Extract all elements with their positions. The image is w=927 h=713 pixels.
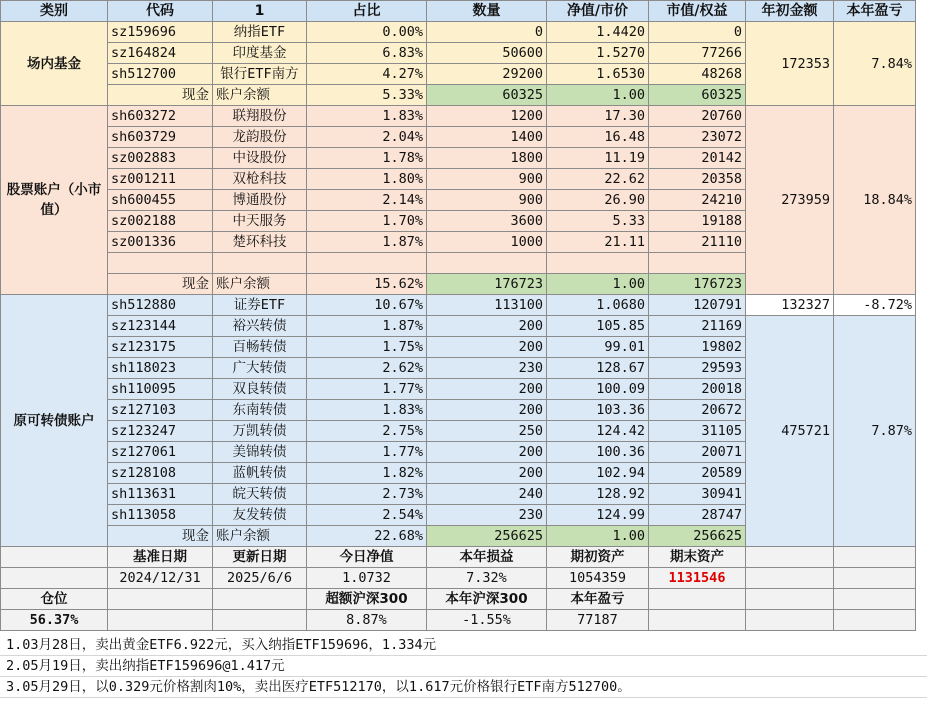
table-row[interactable] <box>1 22 916 43</box>
name-cell[interactable]: 美锦转债 <box>213 442 307 463</box>
summary-label[interactable]: 本年沪深300 <box>427 589 547 610</box>
code-cell[interactable]: 现金 <box>108 526 213 547</box>
summary-header-row <box>1 589 916 610</box>
position-value[interactable]: 56.37% <box>1 610 108 631</box>
value-cell[interactable]: 77266 <box>649 43 746 64</box>
empty-cell[interactable] <box>108 589 213 610</box>
summary-label[interactable]: 今日净值 <box>307 547 427 568</box>
price-cell[interactable]: 1.0680 <box>547 295 649 316</box>
quantity-cell[interactable]: 0 <box>427 22 547 43</box>
value-cell[interactable]: 30941 <box>649 484 746 505</box>
price-cell[interactable]: 1.00 <box>547 526 649 547</box>
price-cell[interactable]: 99.01 <box>547 337 649 358</box>
empty-cell[interactable] <box>834 610 916 631</box>
summary-value[interactable]: 2025/6/6 <box>213 568 307 589</box>
code-cell[interactable]: sh110095 <box>108 379 213 400</box>
name-cell[interactable]: 中天服务 <box>213 211 307 232</box>
price-cell[interactable]: 100.09 <box>547 379 649 400</box>
empty-cell[interactable] <box>427 253 547 274</box>
quantity-cell[interactable]: 3600 <box>427 211 547 232</box>
ratio-cell[interactable]: 1.78% <box>307 148 427 169</box>
ratio-cell[interactable]: 2.62% <box>307 358 427 379</box>
code-cell[interactable]: sz001336 <box>108 232 213 253</box>
ratio-cell[interactable]: 15.62% <box>307 274 427 295</box>
name-cell[interactable]: 博通股份 <box>213 190 307 211</box>
value-cell[interactable]: 21110 <box>649 232 746 253</box>
summary-value-row[interactable] <box>1 610 916 631</box>
value-cell[interactable]: 48268 <box>649 64 746 85</box>
empty-cell[interactable] <box>1 547 108 568</box>
ratio-cell[interactable]: 1.87% <box>307 316 427 337</box>
quantity-cell[interactable]: 176723 <box>427 274 547 295</box>
value-cell[interactable]: 20760 <box>649 106 746 127</box>
ratio-cell[interactable]: 1.70% <box>307 211 427 232</box>
value-cell[interactable]: 20018 <box>649 379 746 400</box>
quantity-cell[interactable]: 900 <box>427 169 547 190</box>
empty-cell[interactable] <box>547 253 649 274</box>
empty-cell[interactable] <box>834 589 916 610</box>
quantity-cell[interactable]: 900 <box>427 190 547 211</box>
code-cell[interactable]: sh113058 <box>108 505 213 526</box>
quantity-cell[interactable]: 60325 <box>427 85 547 106</box>
value-cell[interactable]: 21169 <box>649 316 746 337</box>
empty-cell[interactable] <box>746 589 834 610</box>
price-cell[interactable]: 22.62 <box>547 169 649 190</box>
summary-label[interactable]: 本年损益 <box>427 547 547 568</box>
summary-value[interactable]: 1.0732 <box>307 568 427 589</box>
code-cell[interactable]: sz127103 <box>108 400 213 421</box>
quantity-cell[interactable]: 200 <box>427 316 547 337</box>
code-cell[interactable]: sz002883 <box>108 148 213 169</box>
name-cell[interactable]: 友发转债 <box>213 505 307 526</box>
year-start-cell[interactable]: 273959 <box>746 106 834 295</box>
code-cell[interactable]: 现金 <box>108 85 213 106</box>
quantity-cell[interactable]: 200 <box>427 337 547 358</box>
empty-cell[interactable] <box>213 589 307 610</box>
value-cell[interactable]: 19188 <box>649 211 746 232</box>
empty-cell[interactable] <box>213 610 307 631</box>
empty-cell[interactable] <box>649 589 746 610</box>
price-cell[interactable]: 128.67 <box>547 358 649 379</box>
table-row[interactable] <box>1 316 916 337</box>
price-cell[interactable]: 16.48 <box>547 127 649 148</box>
name-cell[interactable]: 证券ETF <box>213 295 307 316</box>
ratio-cell[interactable]: 2.73% <box>307 484 427 505</box>
price-cell[interactable]: 128.92 <box>547 484 649 505</box>
header-row <box>1 1 916 22</box>
name-cell[interactable]: 双枪科技 <box>213 169 307 190</box>
price-cell[interactable]: 100.36 <box>547 442 649 463</box>
column-header[interactable]: 市值/权益 <box>649 1 746 22</box>
code-cell[interactable]: sz123144 <box>108 316 213 337</box>
price-cell[interactable]: 103.36 <box>547 400 649 421</box>
empty-cell[interactable] <box>834 568 916 589</box>
name-cell[interactable]: 账户余额 <box>213 526 307 547</box>
quantity-cell[interactable]: 240 <box>427 484 547 505</box>
table-row[interactable] <box>1 295 916 316</box>
summary-label[interactable]: 期末资产 <box>649 547 746 568</box>
empty-cell[interactable] <box>746 547 834 568</box>
quantity-cell[interactable]: 230 <box>427 505 547 526</box>
ratio-cell[interactable]: 2.54% <box>307 505 427 526</box>
empty-cell[interactable] <box>108 253 213 274</box>
ratio-cell[interactable]: 2.04% <box>307 127 427 148</box>
year-start-cell[interactable]: 132327 <box>746 295 834 316</box>
ratio-cell[interactable]: 1.75% <box>307 337 427 358</box>
code-cell[interactable]: sz159696 <box>108 22 213 43</box>
name-cell[interactable]: 万凯转债 <box>213 421 307 442</box>
quantity-cell[interactable]: 1400 <box>427 127 547 148</box>
quantity-cell[interactable]: 1000 <box>427 232 547 253</box>
price-cell[interactable]: 124.99 <box>547 505 649 526</box>
ytd-cell[interactable]: 18.84% <box>834 106 916 295</box>
summary-value[interactable]: -1.55% <box>427 610 547 631</box>
category-cell[interactable]: 场内基金 <box>1 22 108 106</box>
name-cell[interactable]: 银行ETF南方 <box>213 64 307 85</box>
value-cell[interactable]: 120791 <box>649 295 746 316</box>
price-cell[interactable]: 21.11 <box>547 232 649 253</box>
summary-value[interactable]: 2024/12/31 <box>108 568 213 589</box>
ratio-cell[interactable]: 1.83% <box>307 400 427 421</box>
summary-label[interactable]: 超额沪深300 <box>307 589 427 610</box>
value-cell[interactable]: 20071 <box>649 442 746 463</box>
ratio-cell[interactable]: 1.77% <box>307 379 427 400</box>
code-cell[interactable]: sh600455 <box>108 190 213 211</box>
name-cell[interactable]: 中设股份 <box>213 148 307 169</box>
value-cell[interactable]: 20358 <box>649 169 746 190</box>
price-cell[interactable]: 1.5270 <box>547 43 649 64</box>
value-cell[interactable]: 29593 <box>649 358 746 379</box>
code-cell[interactable]: sh512700 <box>108 64 213 85</box>
column-header[interactable]: 1 <box>213 1 307 22</box>
value-cell[interactable]: 28747 <box>649 505 746 526</box>
category-cell[interactable]: 原可转债账户 <box>1 295 108 547</box>
column-header[interactable]: 本年盈亏 <box>834 1 916 22</box>
summary-header-row <box>1 547 916 568</box>
table-row[interactable] <box>1 106 916 127</box>
empty-cell[interactable] <box>1 568 108 589</box>
year-start-cell[interactable]: 172353 <box>746 22 834 106</box>
price-cell[interactable]: 11.19 <box>547 148 649 169</box>
ratio-cell[interactable]: 6.83% <box>307 43 427 64</box>
column-header[interactable]: 数量 <box>427 1 547 22</box>
code-cell[interactable]: sz002188 <box>108 211 213 232</box>
code-cell[interactable]: sz164824 <box>108 43 213 64</box>
price-cell[interactable]: 124.42 <box>547 421 649 442</box>
quantity-cell[interactable]: 200 <box>427 442 547 463</box>
summary-value[interactable]: 1054359 <box>547 568 649 589</box>
code-cell[interactable]: sz123247 <box>108 421 213 442</box>
summary-value[interactable]: 8.87% <box>307 610 427 631</box>
name-cell[interactable]: 账户余额 <box>213 85 307 106</box>
summary-label[interactable]: 期初资产 <box>547 547 649 568</box>
column-header[interactable]: 占比 <box>307 1 427 22</box>
name-cell[interactable]: 百畅转债 <box>213 337 307 358</box>
name-cell[interactable]: 广大转债 <box>213 358 307 379</box>
value-cell[interactable]: 23072 <box>649 127 746 148</box>
price-cell[interactable]: 5.33 <box>547 211 649 232</box>
column-header[interactable]: 净值/市价 <box>547 1 649 22</box>
code-cell[interactable]: sz128108 <box>108 463 213 484</box>
value-cell[interactable]: 256625 <box>649 526 746 547</box>
code-cell[interactable]: sh603729 <box>108 127 213 148</box>
note-line[interactable]: 1.03月28日，卖出黄金ETF6.922元，买入纳指ETF159696，1.334元 <box>0 635 927 656</box>
name-cell[interactable]: 双良转债 <box>213 379 307 400</box>
summary-label[interactable]: 本年盈亏 <box>547 589 649 610</box>
quantity-cell[interactable]: 200 <box>427 379 547 400</box>
ratio-cell[interactable]: 1.87% <box>307 232 427 253</box>
code-cell[interactable]: sh118023 <box>108 358 213 379</box>
price-cell[interactable]: 17.30 <box>547 106 649 127</box>
ytd-cell[interactable]: -8.72% <box>834 295 916 316</box>
empty-cell[interactable] <box>649 610 746 631</box>
value-cell[interactable]: 24210 <box>649 190 746 211</box>
column-header[interactable]: 类别 <box>1 1 108 22</box>
empty-cell[interactable] <box>213 253 307 274</box>
note-line[interactable]: 3.05月29日，以0.329元价格割肉10%，卖出医疗ETF512170，以1.617元价格银行ETF南方512700。 <box>0 677 927 698</box>
code-cell[interactable]: sh512880 <box>108 295 213 316</box>
value-cell[interactable]: 20142 <box>649 148 746 169</box>
name-cell[interactable]: 纳指ETF <box>213 22 307 43</box>
value-cell[interactable]: 19802 <box>649 337 746 358</box>
name-cell[interactable]: 皖天转债 <box>213 484 307 505</box>
price-cell[interactable]: 105.85 <box>547 316 649 337</box>
price-cell[interactable]: 1.00 <box>547 85 649 106</box>
price-cell[interactable]: 1.4420 <box>547 22 649 43</box>
value-cell[interactable]: 60325 <box>649 85 746 106</box>
quantity-cell[interactable]: 200 <box>427 463 547 484</box>
ratio-cell[interactable]: 1.83% <box>307 106 427 127</box>
column-header[interactable]: 代码 <box>108 1 213 22</box>
name-cell[interactable]: 印度基金 <box>213 43 307 64</box>
summary-value-row[interactable] <box>1 568 916 589</box>
empty-cell[interactable] <box>834 547 916 568</box>
quantity-cell[interactable]: 256625 <box>427 526 547 547</box>
price-cell[interactable]: 1.6530 <box>547 64 649 85</box>
quantity-cell[interactable]: 230 <box>427 358 547 379</box>
price-cell[interactable]: 26.90 <box>547 190 649 211</box>
name-cell[interactable]: 联翔股份 <box>213 106 307 127</box>
quantity-cell[interactable]: 1800 <box>427 148 547 169</box>
quantity-cell[interactable]: 29200 <box>427 64 547 85</box>
ytd-cell[interactable]: 7.84% <box>834 22 916 106</box>
category-cell[interactable]: 股票账户（小市值） <box>1 106 108 295</box>
empty-cell[interactable] <box>307 253 427 274</box>
code-cell[interactable]: sh603272 <box>108 106 213 127</box>
name-cell[interactable]: 楚环科技 <box>213 232 307 253</box>
year-start-cell[interactable]: 475721 <box>746 316 834 547</box>
value-cell[interactable]: 176723 <box>649 274 746 295</box>
value-cell[interactable]: 20589 <box>649 463 746 484</box>
code-cell[interactable]: sz127061 <box>108 442 213 463</box>
quantity-cell[interactable]: 1200 <box>427 106 547 127</box>
price-cell[interactable]: 1.00 <box>547 274 649 295</box>
value-cell[interactable]: 20672 <box>649 400 746 421</box>
quantity-cell[interactable]: 50600 <box>427 43 547 64</box>
ratio-cell[interactable]: 5.33% <box>307 85 427 106</box>
ratio-cell[interactable]: 2.75% <box>307 421 427 442</box>
ratio-cell[interactable]: 0.00% <box>307 22 427 43</box>
code-cell[interactable]: sz001211 <box>108 169 213 190</box>
ratio-cell[interactable]: 4.27% <box>307 64 427 85</box>
notes-area <box>0 635 927 698</box>
ratio-cell[interactable]: 10.67% <box>307 295 427 316</box>
ratio-cell[interactable]: 22.68% <box>307 526 427 547</box>
name-cell[interactable]: 蓝帆转债 <box>213 463 307 484</box>
note-line[interactable]: 2.05月19日，卖出纳指ETF159696@1.417元 <box>0 656 927 677</box>
price-cell[interactable]: 102.94 <box>547 463 649 484</box>
ratio-cell[interactable]: 1.82% <box>307 463 427 484</box>
empty-cell[interactable] <box>746 610 834 631</box>
name-cell[interactable]: 东南转债 <box>213 400 307 421</box>
value-cell[interactable]: 0 <box>649 22 746 43</box>
empty-cell[interactable] <box>649 253 746 274</box>
ratio-cell[interactable]: 1.80% <box>307 169 427 190</box>
summary-value[interactable]: 77187 <box>547 610 649 631</box>
summary-label[interactable]: 更新日期 <box>213 547 307 568</box>
name-cell[interactable]: 龙韵股份 <box>213 127 307 148</box>
position-label[interactable]: 仓位 <box>1 589 108 610</box>
ytd-cell[interactable]: 7.87% <box>834 316 916 547</box>
summary-value[interactable]: 1131546 <box>649 568 746 589</box>
summary-value[interactable]: 7.32% <box>427 568 547 589</box>
empty-cell[interactable] <box>108 610 213 631</box>
code-cell[interactable]: sz123175 <box>108 337 213 358</box>
quantity-cell[interactable]: 113100 <box>427 295 547 316</box>
code-cell[interactable]: 现金 <box>108 274 213 295</box>
name-cell[interactable]: 裕兴转债 <box>213 316 307 337</box>
ratio-cell[interactable]: 2.14% <box>307 190 427 211</box>
quantity-cell[interactable]: 200 <box>427 400 547 421</box>
value-cell[interactable]: 31105 <box>649 421 746 442</box>
empty-cell[interactable] <box>746 568 834 589</box>
ratio-cell[interactable]: 1.77% <box>307 442 427 463</box>
name-cell[interactable]: 账户余额 <box>213 274 307 295</box>
summary-label[interactable]: 基准日期 <box>108 547 213 568</box>
column-header[interactable]: 年初金额 <box>746 1 834 22</box>
code-cell[interactable]: sh113631 <box>108 484 213 505</box>
quantity-cell[interactable]: 250 <box>427 421 547 442</box>
